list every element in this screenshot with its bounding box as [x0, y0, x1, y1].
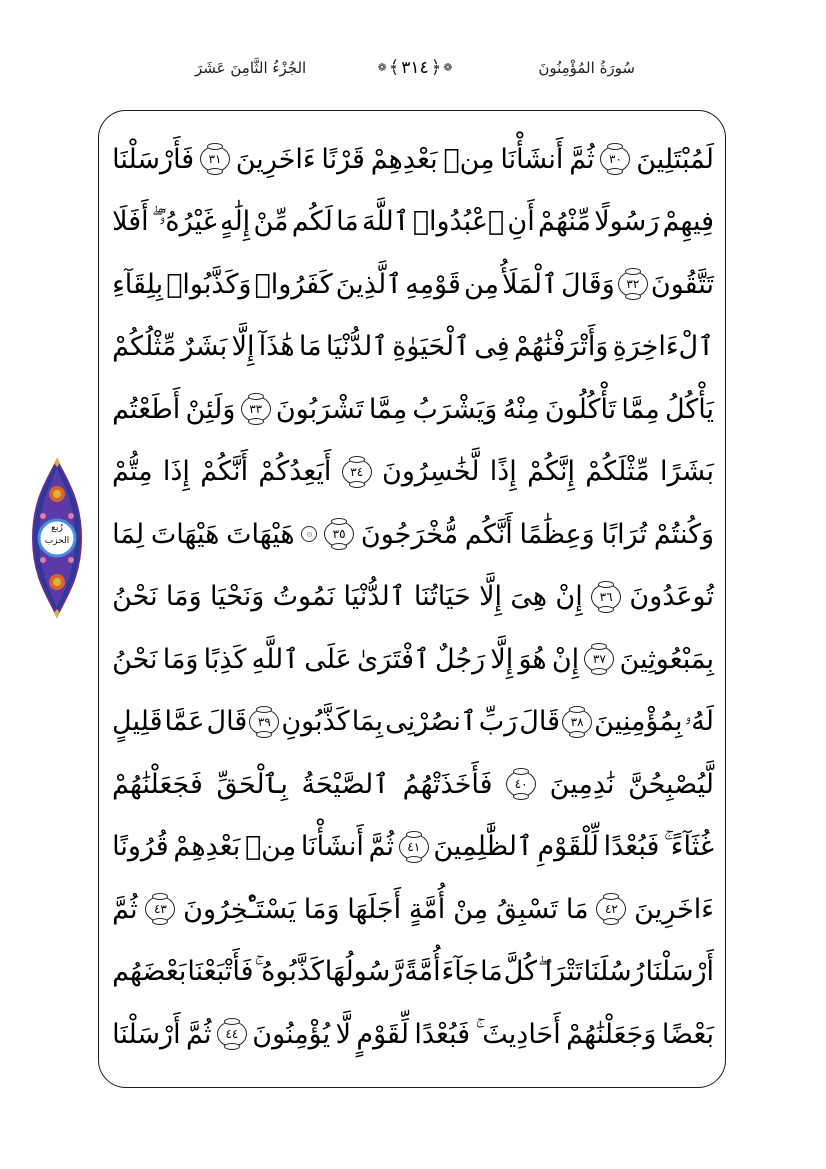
word: ٱللَّهِ — [251, 643, 300, 675]
word: وَكُنتُمْ — [653, 518, 714, 550]
word: غَيْرُهُۥٓ ۖ — [151, 206, 217, 238]
word: غُثَآءً ۚ — [664, 831, 714, 863]
juz-name: الجُزْءُ الثَّامِنَ عَشَرَ — [195, 59, 307, 77]
word: أَرْسَلْنَا — [645, 956, 714, 988]
word: إِذَا — [162, 456, 190, 488]
word: مِّنْ — [253, 206, 289, 238]
word: لَهُۥ — [684, 706, 714, 738]
word: رَّسُولُهَا — [324, 956, 404, 988]
word: عَمَّا — [164, 706, 205, 738]
word: بَعْضَهُم — [112, 956, 187, 988]
word: أَنِ — [507, 206, 535, 238]
word: بِٱلْحَقِّ — [216, 768, 288, 800]
word: فَأَرْسَلْنَا — [112, 143, 195, 175]
word: فَأَتْبَعْنَا — [187, 956, 254, 988]
bracket-left-icon: ﴾ — [388, 57, 400, 78]
ayah-number-marker: ٣٥ — [324, 521, 354, 547]
word: بِمُؤْمِنِينَ — [594, 706, 683, 738]
word: قُرُونًا — [112, 831, 169, 863]
word: كَذَّبُوهُ ۚ — [254, 956, 324, 988]
word: جَآءَ — [441, 956, 480, 988]
ayah-number-marker: ٤٢ — [596, 896, 626, 922]
word: وَقَالَ — [560, 268, 615, 300]
word: ٱلصَّيْحَةُ — [301, 768, 390, 800]
page-number-block — [378, 57, 453, 78]
text-line — [112, 503, 714, 566]
word: فِى — [474, 331, 510, 363]
word: نَحْنُ — [112, 581, 158, 613]
word: مِنۢ — [244, 831, 297, 863]
word: فَأَخَذَتْهُمُ — [402, 768, 493, 800]
ayah-number-marker: ٤٠ — [506, 771, 536, 797]
text-line — [112, 941, 714, 1004]
word: لَمُبْتَلِينَ — [636, 143, 714, 175]
word: بِمَا — [351, 706, 384, 738]
word: ٱلدُّنْيَا — [325, 331, 388, 363]
word: وَعِظَٰمًا — [519, 518, 595, 550]
ayah-number-marker: ٣٢ — [618, 271, 648, 297]
word: إِلَٰهٍ — [219, 206, 251, 238]
word: بَعْضًا — [661, 1018, 714, 1050]
text-line — [112, 753, 714, 816]
word: إِلَّا — [479, 581, 503, 613]
word: قَالَ — [206, 706, 248, 738]
ayah-number-marker: ٤٤ — [217, 1021, 247, 1047]
word: ٱفْتَرَىٰ — [356, 643, 430, 675]
word: أُمَّةٍ — [408, 893, 446, 925]
word: مِّثْلَكُمْ — [585, 456, 650, 488]
word: أَفَلَا — [112, 206, 149, 238]
text-line — [112, 1003, 714, 1066]
word: إِنْ — [551, 643, 580, 675]
word: لَّخَٰسِرُونَ — [381, 456, 480, 488]
word: وَمَا — [165, 581, 202, 613]
ayah-number-marker: ٣٤ — [342, 459, 372, 485]
word: يُؤْمِنُونَ — [252, 1018, 331, 1050]
word: بَعْدِهِمْ — [370, 143, 438, 175]
word: وَنَحْيَا — [209, 581, 265, 613]
rub-al-hizb-side-marker — [31, 458, 83, 618]
word: كَفَرُوا۟ — [254, 268, 333, 300]
ayah-number-marker: ٣١ — [200, 146, 230, 172]
word: حَيَاتُنَا — [413, 581, 471, 613]
word: رَسُولًا — [594, 206, 660, 238]
word: مَا — [565, 893, 589, 925]
word: مِمَّا — [621, 393, 660, 425]
word: قَوْمِهِ — [405, 268, 461, 300]
word: تَتْرَا ۖ — [537, 956, 583, 988]
text-line — [112, 441, 714, 504]
word: أَحَادِيثَ ۚ — [475, 1018, 561, 1050]
word: تَشْرَبُونَ — [275, 393, 364, 425]
word: أَنشَأْنَا — [500, 143, 564, 175]
word: ٱلظَّٰلِمِينَ — [433, 831, 533, 863]
hizb-label-bottom: الحزب — [44, 536, 70, 546]
word: مِّثْلُكُمْ — [112, 331, 177, 363]
text-line — [112, 191, 714, 254]
word: تُرَابًا — [601, 518, 648, 550]
word: إِنَّكُمْ — [527, 456, 575, 488]
word: عَلَى — [304, 643, 352, 675]
word: قَلِيلٍ — [112, 706, 163, 738]
word: مَا — [336, 206, 359, 238]
word: ثُمَّ — [186, 1018, 212, 1050]
word: لِّلْقَوْمِ — [537, 831, 599, 863]
word: بَشَرٌ — [180, 331, 228, 363]
word: رَبِّ — [478, 706, 518, 738]
hizb-label-top: رُبع — [51, 523, 63, 533]
word: أَنَّكُم — [464, 518, 513, 550]
word: ثُمَّ — [368, 831, 395, 863]
word: تُوعَدُونَ — [629, 581, 714, 613]
bracket-right-icon: ﴿ — [430, 57, 442, 78]
word: إِلَّا — [490, 643, 514, 675]
text-line — [112, 691, 714, 754]
word: أَنَّكُمْ — [200, 456, 249, 488]
word: أَرْسَلْنَا — [112, 1018, 181, 1050]
word: لِمَا — [112, 518, 145, 550]
word: لَكُم — [291, 206, 333, 238]
word: مِنْ — [453, 893, 489, 925]
word: مِنۢ — [443, 143, 495, 175]
word: إِذًا — [489, 456, 517, 488]
text-line — [112, 253, 714, 316]
word: فَبُعْدًا — [603, 831, 660, 863]
word: قَالَ — [519, 706, 561, 738]
word: أُمَّةً — [404, 956, 441, 988]
word: إِنْ — [555, 581, 583, 613]
word: ٱللَّهَ — [362, 206, 410, 238]
word: ٱلَّذِينَ — [335, 268, 403, 300]
word: ٱعْبُدُوا۟ — [412, 206, 505, 238]
text-line — [112, 316, 714, 379]
word: هَٰذَآ — [258, 331, 295, 363]
word: ٱلدُّنْيَا — [343, 581, 406, 613]
word: هَيْهَاتَ — [226, 518, 295, 550]
text-line — [112, 566, 714, 629]
word: مِتُّمْ — [112, 456, 153, 488]
word: فَبُعْدًا — [414, 1018, 471, 1050]
word: وَكَذَّبُوا۟ — [166, 268, 252, 300]
word: لَّيُصْبِحُنَّ — [628, 768, 714, 800]
word: مُّخْرَجُونَ — [360, 518, 459, 550]
word: مِنْهُ — [502, 393, 540, 425]
word: وَلَئِنْ — [185, 393, 236, 425]
ayah-number-marker: ٤١ — [399, 834, 429, 860]
text-line — [112, 816, 714, 879]
word: ثُمَّ — [569, 143, 595, 175]
word: وَجَعَلْنَٰهُمْ — [566, 1018, 657, 1050]
word: بِلِقَآءِ — [112, 268, 164, 300]
word: نَمُوتُ — [272, 581, 336, 613]
word: يَأْكُلُ — [664, 393, 714, 425]
rub-al-hizb-inline-icon: ۞ — [301, 526, 317, 542]
word: أَنشَأْنَا — [300, 831, 364, 863]
surah-name: سُورَةُ المُؤْمِنُونَ — [538, 59, 635, 77]
word: أَجَلَهَا — [347, 893, 402, 925]
word: نَٰدِمِينَ — [549, 768, 615, 800]
page-number: ٣١٤ — [401, 57, 429, 78]
word: تَتَّقُونَ — [650, 268, 714, 300]
word: رَجُلٌ — [435, 643, 486, 675]
word: بَشَرًا — [660, 456, 714, 488]
word: وَأَتْرَفْنَٰهُمْ — [513, 331, 609, 363]
text-line — [112, 628, 714, 691]
word: هُوَ — [518, 643, 547, 675]
word: ٱلْحَيَوٰةِ — [392, 331, 470, 363]
word: لِّقَوْمٍ — [356, 1018, 409, 1050]
ornament-right-icon: ❁ — [443, 61, 453, 74]
ornament-left-icon: ❁ — [377, 61, 387, 74]
ayah-number-marker: ٣٨ — [562, 709, 592, 735]
text-line — [112, 378, 714, 441]
quran-text-area — [112, 128, 714, 1066]
page-header — [195, 55, 635, 89]
word: تَسْبِقُ — [495, 893, 559, 925]
word: قَرْنًا — [321, 143, 365, 175]
word: وَيَشْرَبُ — [412, 393, 498, 425]
ayah-number-marker: ٣٣ — [241, 396, 271, 422]
word: لَّا — [335, 1018, 351, 1050]
word: فِيهِمْ — [662, 206, 714, 238]
word: تَأْكُلُونَ — [544, 393, 617, 425]
word: كُلَّ — [503, 956, 537, 988]
word: إِلَّا — [231, 331, 255, 363]
word: مَا — [480, 956, 503, 988]
word: فَجَعَلْنَٰهُمْ — [112, 768, 203, 800]
word: مِّنْهُمْ — [537, 206, 592, 238]
word: بَعْدِهِمْ — [173, 831, 241, 863]
text-line — [112, 128, 714, 191]
word: ءَاخَرِينَ — [634, 893, 714, 925]
word: أَطَعْتُم — [112, 393, 181, 425]
ayah-number-marker: ٣٠ — [600, 146, 630, 172]
word: رُسُلَنَا — [583, 956, 645, 988]
word: ءَاخَرِينَ — [235, 143, 316, 175]
word: مِن — [463, 268, 499, 300]
word: بِمَبْعُوثِينَ — [619, 643, 714, 675]
word: هِىَ — [510, 581, 548, 613]
ayah-number-marker: ٣٦ — [591, 584, 621, 610]
word: أَيَعِدُكُمْ — [258, 456, 332, 488]
word: ٱلْءَاخِرَةِ — [612, 331, 714, 363]
word: نَحْنُ — [112, 643, 158, 675]
word: مَا — [298, 331, 322, 363]
word: يَسْتَـْٔخِرُونَ — [183, 893, 297, 925]
word: كَذِبًا — [203, 643, 247, 675]
word: هَيْهَاتَ — [150, 518, 220, 550]
word: ٱنصُرْنِى — [385, 706, 477, 738]
text-line — [112, 878, 714, 941]
ayah-number-marker: ٣٧ — [584, 646, 614, 672]
word: ثُمَّ — [112, 893, 138, 925]
ayah-number-marker: ٤٣ — [145, 896, 175, 922]
word: ٱلْمَلَأُ — [502, 268, 558, 300]
word: وَمَا — [303, 893, 340, 925]
word: مِمَّا — [368, 393, 408, 425]
word: كَذَّبُونِ — [281, 706, 350, 738]
ayah-number-marker: ٣٩ — [249, 709, 279, 735]
word: وَمَا — [162, 643, 199, 675]
